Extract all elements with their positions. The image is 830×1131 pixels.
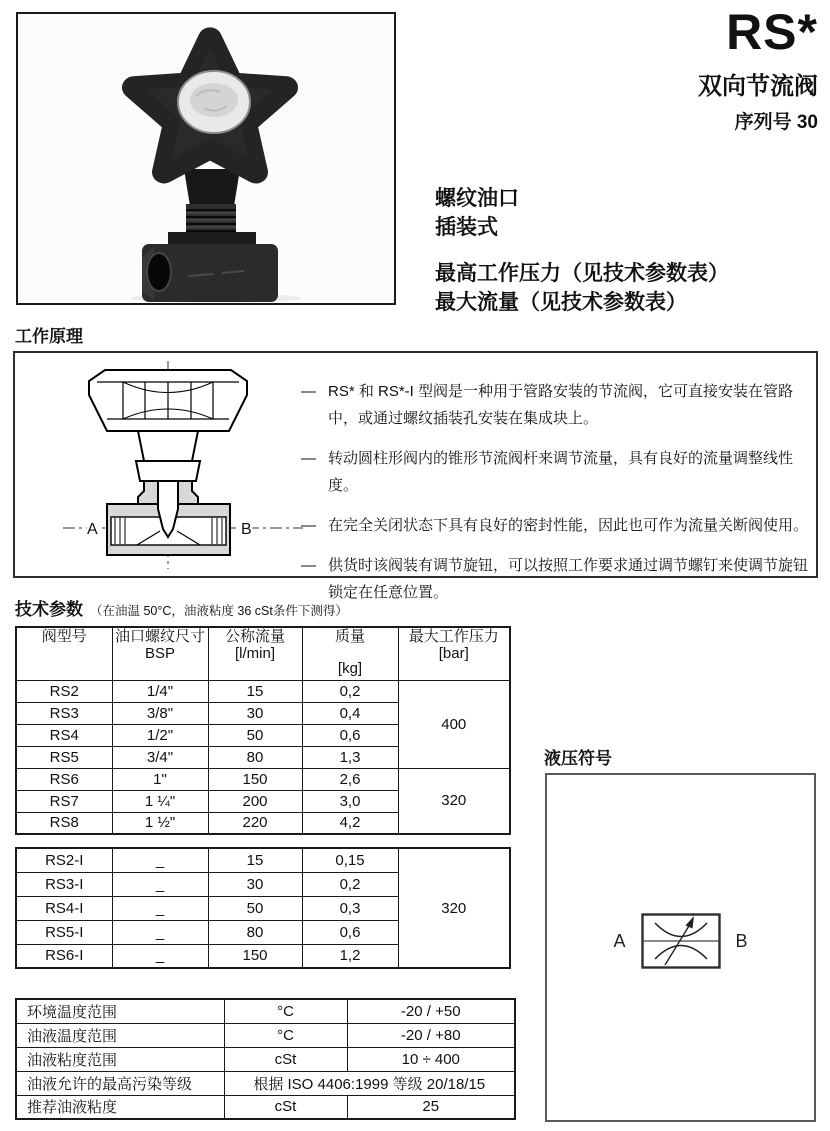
tech-params-heading — [15, 595, 348, 620]
cell-mass: 0,6 — [302, 724, 398, 746]
symbol-port-b-label: B — [735, 930, 748, 951]
table-row — [16, 999, 515, 1023]
bullet-item — [301, 445, 809, 499]
cell-flow: 50 — [208, 896, 302, 920]
cell-value: -20 / +80 — [347, 1023, 515, 1047]
valve-photo-image — [18, 14, 394, 303]
cell-model: RS3 — [16, 702, 112, 724]
cell-label: 推荐油液粘度 — [16, 1095, 224, 1119]
cell-thread: 1/2" — [112, 724, 208, 746]
cell-thread: 3/8" — [112, 702, 208, 724]
cell-thread: 1/4" — [112, 680, 208, 702]
cell-value: 25 — [347, 1095, 515, 1119]
cell-thread: 3/4" — [112, 746, 208, 768]
cell-mass: 1,2 — [302, 944, 398, 968]
cell-unit: °C — [224, 999, 347, 1023]
cell-flow: 200 — [208, 790, 302, 812]
table-row — [16, 1071, 515, 1095]
bullet-text: 在完全关闭状态下具有良好的密封性能，因此也可作为流量关断阀使用。 — [328, 517, 809, 534]
table-row — [16, 680, 510, 702]
cell-unit: cSt — [224, 1047, 347, 1071]
cell-thread: _ — [112, 896, 208, 920]
cell-flow: 80 — [208, 920, 302, 944]
cell-model: RS6 — [16, 768, 112, 790]
table-row — [16, 848, 510, 872]
product-name: 双向节流阀 — [698, 72, 818, 100]
bullet-text: 供货时该阀装有调节旋钮，可以按照工作要求通过调节螺钉来使调节旋钮锁定在任意位置。 — [328, 557, 809, 601]
cell-mass: 0,2 — [302, 872, 398, 896]
intro-block — [435, 184, 729, 317]
cell-thread: _ — [112, 944, 208, 968]
cell-mass: 0,15 — [302, 848, 398, 872]
cell-flow: 15 — [208, 680, 302, 702]
cell-flow: 30 — [208, 702, 302, 724]
cell-thread: _ — [112, 848, 208, 872]
intro-line-flow: 最大流量（见技术参数表） — [435, 291, 687, 314]
cell-merged-value: 根据 ISO 4406:1999 等级 20/18/15 — [224, 1071, 515, 1095]
hydraulic-symbol-title: 液压符号 — [544, 749, 612, 768]
col-header-thread: 油口螺纹尺寸 BSP — [112, 627, 208, 680]
port-b-label: B — [241, 521, 252, 538]
cell-label: 油液允许的最高污染等级 — [16, 1071, 224, 1095]
symbol-port-a-label: A — [613, 930, 626, 951]
cell-model: RS4-I — [16, 896, 112, 920]
table-row — [16, 1095, 515, 1119]
table-row — [16, 1023, 515, 1047]
hydraulic-symbol-box — [545, 773, 816, 1122]
working-principle-box — [13, 351, 818, 601]
product-code: RS* — [726, 4, 818, 60]
cell-unit: °C — [224, 1023, 347, 1047]
cell-mass: 2,6 — [302, 768, 398, 790]
series-number: 序列号 30 — [734, 111, 818, 133]
conditions-table — [15, 998, 516, 1120]
cell-mass: 0,4 — [302, 702, 398, 724]
bullet-item — [301, 378, 809, 432]
cell-flow: 150 — [208, 944, 302, 968]
cell-mass: 3,0 — [302, 790, 398, 812]
cell-label: 环境温度范围 — [16, 999, 224, 1023]
cell-value: 10 ÷ 400 — [347, 1047, 515, 1071]
cell-thread: 1 ¼" — [112, 790, 208, 812]
cell-thread: 1 ½" — [112, 812, 208, 834]
cell-model: RS4 — [16, 724, 112, 746]
cell-mass: 0,6 — [302, 920, 398, 944]
tech-params-note: （在油温 50°C，油液粘度 36 cSt条件下测得） — [90, 604, 348, 618]
cell-unit: cSt — [224, 1095, 347, 1119]
cell-thread: _ — [112, 872, 208, 896]
valve-cross-section-drawing — [57, 359, 307, 571]
table-row — [16, 1047, 515, 1071]
cell-model: RS8 — [16, 812, 112, 834]
intro-line-ports: 螺纹油口 — [435, 187, 519, 210]
cell-mass: 0,2 — [302, 680, 398, 702]
cell-label: 油液粘度范围 — [16, 1047, 224, 1071]
cell-thread: _ — [112, 920, 208, 944]
bullet-dash: — — [301, 557, 316, 574]
cell-model: RS2-I — [16, 848, 112, 872]
working-principle-bullets — [301, 378, 809, 619]
cell-flow: 220 — [208, 812, 302, 834]
spec-table-rs-i — [15, 847, 511, 969]
cell-flow: 30 — [208, 872, 302, 896]
cell-model: RS7 — [16, 790, 112, 812]
throttle-valve-symbol — [547, 913, 814, 969]
cell-pressure-group-320: 320 — [398, 848, 510, 968]
intro-line-cartridge: 插装式 — [435, 216, 498, 239]
cell-flow: 150 — [208, 768, 302, 790]
cell-flow: 80 — [208, 746, 302, 768]
bullet-item — [301, 552, 809, 606]
cell-value: -20 / +50 — [347, 999, 515, 1023]
cell-pressure-group-400: 400 — [398, 680, 510, 768]
working-principle-title: 工作原理 — [15, 327, 83, 346]
table-row — [16, 768, 510, 790]
bullet-item — [301, 512, 809, 539]
title-block — [698, 6, 818, 134]
cell-mass: 1,3 — [302, 746, 398, 768]
col-header-mass: 质量 [kg] — [302, 627, 398, 680]
header-row — [16, 627, 510, 680]
cell-thread: 1" — [112, 768, 208, 790]
product-photo — [16, 12, 396, 305]
bullet-dash: — — [301, 450, 316, 467]
tech-params-title: 技术参数 — [15, 600, 83, 619]
cell-model: RS5 — [16, 746, 112, 768]
cell-flow: 15 — [208, 848, 302, 872]
cell-model: RS3-I — [16, 872, 112, 896]
cell-model: RS5-I — [16, 920, 112, 944]
cell-flow: 50 — [208, 724, 302, 746]
throttle-symbol-graphic — [641, 913, 721, 969]
port-a-label: A — [87, 521, 98, 538]
col-header-flow: 公称流量 [l/min] — [208, 627, 302, 680]
cell-mass: 0,3 — [302, 896, 398, 920]
bullet-dash: — — [301, 517, 316, 534]
bullet-text: RS* 和 RS*-I 型阀是一种用于管路安装的节流阀，它可直接安装在管路中，或通过螺纹插装孔安装在集成块上。 — [328, 383, 794, 427]
cell-pressure-group-320: 320 — [398, 768, 510, 834]
spec-table-rs — [15, 626, 511, 835]
bullet-dash: — — [301, 383, 316, 400]
col-header-pressure: 最大工作压力 [bar] — [398, 627, 510, 680]
cell-model: RS6-I — [16, 944, 112, 968]
intro-line-pressure: 最高工作压力（见技术参数表） — [435, 262, 729, 285]
bullet-text: 转动圆柱形阀内的锥形节流阀杆来调节流量，具有良好的流量调整线性度。 — [328, 450, 794, 494]
col-header-model: 阀型号 — [16, 627, 112, 680]
cell-label: 油液温度范围 — [16, 1023, 224, 1047]
cell-mass: 4,2 — [302, 812, 398, 834]
cell-model: RS2 — [16, 680, 112, 702]
